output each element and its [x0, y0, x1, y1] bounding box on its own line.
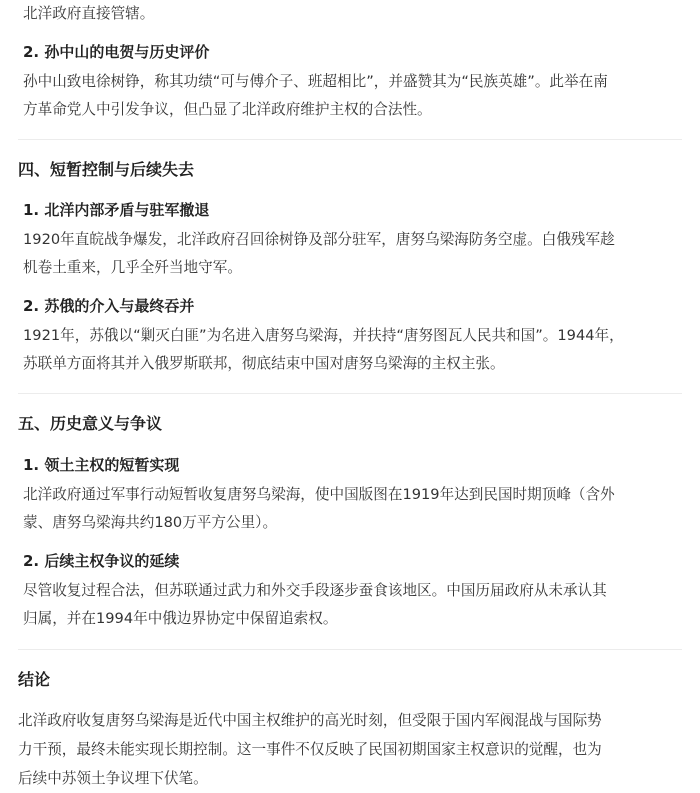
- conclusion-title: 结论: [18, 670, 51, 689]
- paragraph-line: 孙中山致电徐树铮，称其功绩“可与傅介子、班超相比”，并盛赞其为“民族英雄”。此举在南: [23, 73, 608, 90]
- subsection-title: 2. 孙中山的电贺与历史评价: [23, 43, 210, 61]
- paragraph-line: 1921年，苏俄以“剿灭白匪”为名进入唐努乌梁海，并扶持“唐努图瓦人民共和国”。1944年，: [23, 327, 624, 344]
- subsection-body: [23, 322, 682, 378]
- subsection-territorial-sovereignty: [23, 453, 682, 537]
- subsection-internal-conflict: [23, 198, 682, 282]
- subsection-title: 1. 领土主权的短暂实现: [23, 456, 180, 474]
- section-divider: [18, 393, 682, 394]
- paragraph-line: 北洋政府收复唐努乌梁海是近代中国主权维护的高光时刻，但受限于国内军阀混战与国际势: [18, 712, 602, 729]
- paragraph-line: 苏联单方面将其并入俄罗斯联邦，彻底结束中国对唐努乌梁海的主权主张。: [23, 355, 505, 372]
- subsection-body: [23, 577, 682, 633]
- paragraph-line: 归属，并在1994年中俄边界协定中保留追索权。: [23, 610, 338, 627]
- paragraph-line: 力干预，最终未能实现长期控制。这一事件不仅反映了民国初期国家主权意识的觉醒，也为: [18, 741, 602, 758]
- subsection-body: [23, 68, 682, 124]
- paragraph-line: 1920年直皖战争爆发，北洋政府召回徐树铮及部分驻军，唐努乌梁海防务空虚。白俄残军趁: [23, 231, 615, 248]
- subsection-body: [23, 226, 682, 282]
- intro-last-line: 北洋政府直接管辖。: [23, 5, 155, 22]
- paragraph-line: 尽管收复过程合法，但苏联通过武力和外交手段逐步蚕食该地区。中国历届政府从未承认其: [23, 582, 607, 599]
- paragraph-line: 北洋政府通过军事行动短暂收复唐努乌梁海，使中国版图在1919年达到民国时期顶峰（含外: [23, 486, 615, 503]
- section-divider: [18, 649, 682, 650]
- paragraph-line: 方革命党人中引发争议，但凸显了北洋政府维护主权的合法性。: [23, 101, 432, 118]
- paragraph-line: 后续中苏领土争议埋下伏笔。: [18, 770, 208, 787]
- subsection-body: [23, 481, 682, 537]
- conclusion-body: [18, 706, 686, 793]
- subsection-soviet-intervention: [23, 294, 682, 378]
- subsection-title: 2. 后续主权争议的延续: [23, 552, 180, 570]
- section-title-5: 五、历史意义与争议: [18, 414, 163, 433]
- subsection-title: 2. 苏俄的介入与最终吞并: [23, 297, 195, 315]
- subsection-title: 1. 北洋内部矛盾与驻军撤退: [23, 201, 210, 219]
- subsection-sovereignty-dispute: [23, 549, 682, 633]
- section-divider: [18, 139, 682, 140]
- subsection-sun-yat-sen: [23, 40, 682, 124]
- paragraph-line: 机卷土重来，几乎全歼当地守军。: [23, 259, 242, 276]
- paragraph-line: 蒙、唐努乌梁海共约180万平方公里）。: [23, 514, 278, 531]
- section-title-4: 四、短暂控制与后续失去: [18, 160, 195, 179]
